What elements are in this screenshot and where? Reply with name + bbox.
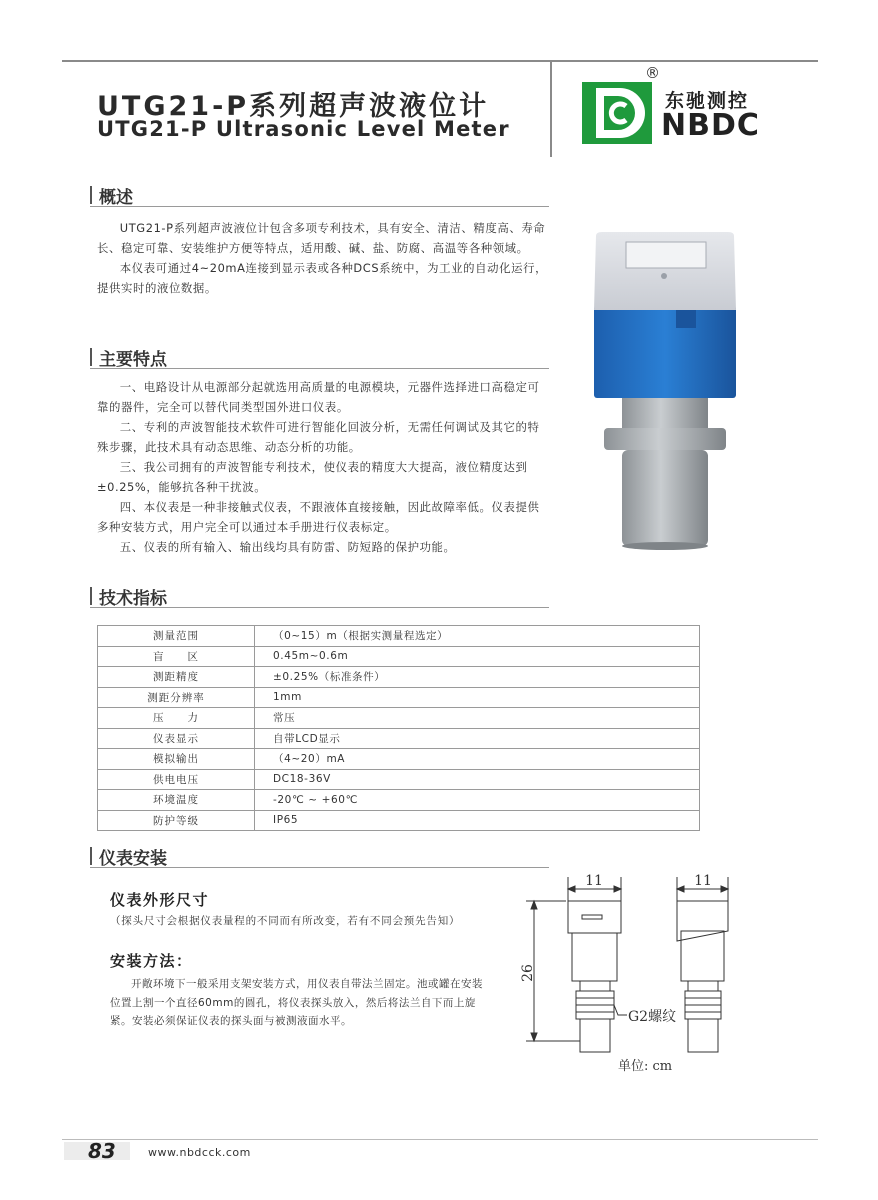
brand-name-cn: 东驰测控	[665, 90, 750, 112]
table-row	[98, 646, 700, 667]
install-title: 仪表安装	[99, 849, 167, 869]
spec-value: 自带LCD显示	[255, 728, 700, 749]
table-row	[98, 769, 700, 790]
table-row	[98, 790, 700, 811]
spec-label: 测量范围	[98, 626, 255, 647]
method-title: 安装方法：	[110, 952, 193, 970]
feature-paragraph: 一、电路设计从电源部分起就选用高质量的电源模块，元器件选择进口高稳定可靠的器件，完全可以替代同类型国外进口仪表。	[97, 380, 540, 414]
unit-label: 单位: cm	[618, 1059, 673, 1074]
page-subtitle: UTG21-P Ultrasonic Level Meter	[97, 117, 510, 141]
feature-paragraph: 三、我公司拥有的声波智能专利技术，使仪表的精度大大提高，液位精度达到±0.25%，能够抗各种干扰波。	[97, 460, 528, 494]
method-paragraph: 开敞环境下一般采用支架安装方式，用仪表自带法兰固定。池或罐在安装位置上割一个直径60mm的圆孔，将仪表探头放入，然后将法兰自下而上旋紧。安装必须保证仪表的探头面与被测液面水平。	[110, 978, 483, 1027]
spec-label: 压 力	[98, 708, 255, 729]
feature-paragraph: 四、本仪表是一种非接触式仪表，不跟液体直接接触，因此故障率低。仪表提供多种安装方式，用户完全可以通过本手册进行仪表标定。	[97, 500, 540, 534]
thread-label: G2螺纹	[628, 1009, 677, 1025]
table-row	[98, 708, 700, 729]
top-rule	[62, 60, 818, 62]
dims-title: 仪表外形尺寸	[110, 891, 210, 909]
spec-value: 常压	[255, 708, 700, 729]
heading-bar	[90, 847, 92, 865]
nbdc-logo-icon	[582, 82, 652, 144]
width-a-label: 11	[585, 873, 603, 889]
dimension-drawing	[520, 865, 760, 1080]
spec-value: IP65	[255, 810, 700, 831]
table-row	[98, 687, 700, 708]
method-text	[110, 975, 492, 1031]
spec-value: 0.45m~0.6m	[255, 646, 700, 667]
table-row	[98, 667, 700, 688]
table-row	[98, 749, 700, 770]
spec-value: 1mm	[255, 687, 700, 708]
spec-label: 供电电压	[98, 769, 255, 790]
feature-paragraph: 五、仪表的所有输入、输出线均具有防雷、防短路的保护功能。	[119, 540, 456, 554]
overview-paragraph: 本仪表可通过4~20mA连接到显示表或各种DCS系统中，为工业的自动化运行，提供实时的液位数据。	[97, 261, 548, 295]
dims-note: （探头尺寸会根据仪表量程的不同而有所改变，若有不同会预先告知）	[110, 915, 461, 927]
overview-title: 概述	[99, 188, 133, 208]
features-text	[97, 377, 549, 557]
spec-value: DC18-36V	[255, 769, 700, 790]
spec-label: 环境温度	[98, 790, 255, 811]
spec-value: ±0.25%（标准条件）	[255, 667, 700, 688]
spec-label: 模拟输出	[98, 749, 255, 770]
spec-value: （4~20）mA	[255, 749, 700, 770]
spec-label: 测距分辨率	[98, 687, 255, 708]
page-number: 83	[88, 1139, 116, 1163]
specs-heading	[90, 585, 549, 608]
registered-mark: ®	[645, 64, 660, 82]
spec-label: 测距精度	[98, 667, 255, 688]
heading-bar	[90, 587, 92, 605]
install-heading	[90, 845, 549, 868]
table-row	[98, 626, 700, 647]
spec-value: （0~15）m（根据实测量程选定）	[255, 626, 700, 647]
spec-label: 仪表显示	[98, 728, 255, 749]
features-heading	[90, 346, 549, 369]
table-row	[98, 728, 700, 749]
feature-paragraph: 二、专利的声波智能技术软件可进行智能化回波分析，无需任何调试及其它的特殊步骤，此技术具有动态思维、动态分析的功能。	[97, 420, 540, 454]
website-link[interactable]: www.nbdcck.com	[148, 1146, 251, 1159]
spec-value: -20℃ ~ +60℃	[255, 790, 700, 811]
width-b-label: 11	[694, 873, 712, 889]
product-image	[592, 232, 738, 550]
header-divider	[550, 62, 552, 157]
footer-rule	[62, 1139, 818, 1140]
spec-label: 防护等级	[98, 810, 255, 831]
features-title: 主要特点	[99, 350, 167, 370]
overview-heading	[90, 184, 549, 207]
overview-paragraph: UTG21-P系列超声波液位计包含多项专利技术，具有安全、清洁、精度高、寿命长、稳定可靠、安装维护方便等特点，适用酸、碱、盐、防腐、高温等各种领域。	[97, 221, 546, 255]
page-title: UTG21-P系列超声波液位计	[97, 91, 490, 122]
specs-title: 技术指标	[99, 589, 167, 609]
heading-bar	[90, 186, 92, 204]
spec-label: 盲 区	[98, 646, 255, 667]
brand-name-en: NBDC	[661, 108, 760, 143]
heading-bar	[90, 348, 92, 366]
table-row	[98, 810, 700, 831]
overview-text	[97, 218, 549, 298]
height-label: 26	[520, 964, 536, 982]
spec-table	[97, 625, 700, 831]
